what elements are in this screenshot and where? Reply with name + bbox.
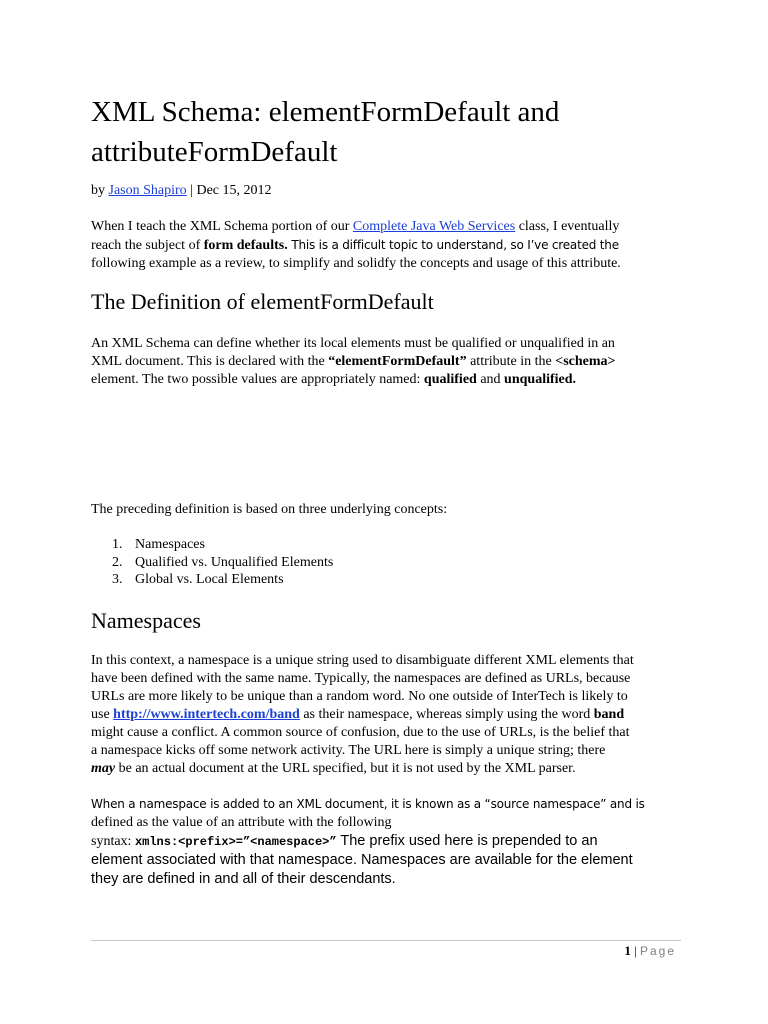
source-namespace-text: When a namespace is added to an XML document, it is known as a “source namespace” and is — [91, 797, 645, 811]
source-namespace-text: element associated with that namespace. Namespaces are available for the element — [91, 852, 633, 868]
namespaces-text: might cause a conflict. A common source of confusion, due to the use of URLs, is the belief that — [91, 725, 630, 740]
list-item — [91, 554, 333, 572]
namespace-url-link[interactable]: http://www.intertech.com/band — [113, 707, 300, 722]
list-item — [91, 536, 333, 554]
page-title — [91, 92, 559, 172]
definition-text: An XML Schema can define whether its local elements must be qualified or unqualified in an — [91, 336, 615, 351]
namespaces-paragraph — [91, 652, 634, 778]
namespaces-text: In this context, a namespace is a unique string used to disambiguate different XML elements that — [91, 653, 634, 668]
list-label: Qualified vs. Unqualified Elements — [135, 554, 334, 570]
syntax-code: xmlns:<prefix>=”<namespace>” — [134, 835, 337, 849]
course-link[interactable]: Complete Java Web Services — [352, 219, 516, 234]
intro-text: reach the subject of — [91, 238, 204, 253]
namespaces-text: use — [91, 707, 114, 722]
definition-text: attribute in the — [466, 354, 556, 369]
page-number: 1 — [624, 943, 631, 958]
definition-bold: “elementFormDefault” — [328, 354, 467, 369]
namespaces-text: a namespace kicks off some network activity. The URL here is simply a unique string; there — [91, 743, 606, 758]
intro-text: class, I eventually — [515, 219, 620, 234]
definition-bold: qualified — [423, 372, 477, 387]
definition-bold: <schema> — [555, 354, 616, 369]
list-label: Namespaces — [135, 537, 205, 552]
list-label: Global vs. Local Elements — [135, 572, 284, 587]
title-line-1: XML Schema: elementFormDefault and — [91, 96, 560, 128]
source-namespace-text: The prefix used here is prepended to an — [336, 833, 598, 849]
namespaces-text: as their namespace, whereas simply using the word — [299, 707, 594, 722]
namespaces-text: have been defined with the same name. Typically, the namespaces are defined as URLs, because — [91, 671, 631, 686]
title-line-2: attributeFormDefault — [91, 136, 338, 168]
heading-namespaces: Namespaces — [91, 608, 201, 633]
footer-page-label: Page — [639, 944, 676, 958]
namespaces-bold: band — [593, 707, 625, 722]
list-item — [91, 571, 333, 589]
source-namespace-text: defined as the value of an attribute with the following — [91, 815, 392, 830]
intro-text: When I teach the XML Schema portion of our — [91, 219, 353, 234]
source-namespace-text: syntax: — [91, 834, 135, 849]
namespaces-text: URLs are more likely to be unique than a random word. No one outside of InterTech is likely to — [91, 689, 628, 704]
definition-text: and — [476, 372, 505, 387]
source-namespace-text: they are defined in and all of their descendants. — [91, 871, 396, 887]
intro-paragraph — [91, 218, 621, 273]
list-number: 2. — [112, 554, 123, 570]
namespaces-bold-italic: may — [91, 761, 116, 776]
concepts-list — [91, 536, 333, 589]
list-number: 1. — [112, 537, 123, 552]
definition-bold: unqualified. — [504, 372, 577, 387]
footer-separator: | — [630, 943, 640, 958]
definition-text: element. The two possible values are appropriately named: — [91, 372, 424, 387]
heading-definition: The Definition of elementFormDefault — [91, 289, 434, 314]
byline-by: by — [91, 183, 109, 198]
footer-divider — [91, 940, 681, 941]
author-link[interactable]: Jason Shapiro — [108, 183, 187, 198]
list-number: 3. — [112, 572, 123, 587]
intro-text: This is a difficult topic to understand, so I’ve created the — [287, 238, 619, 252]
page-footer — [624, 943, 676, 959]
preceding-paragraph: The preceding definition is based on three underlying concepts: — [91, 502, 448, 517]
source-namespace-paragraph — [91, 795, 645, 889]
intro-bold: form defaults. — [203, 238, 288, 253]
byline — [91, 182, 272, 200]
intro-text: following example as a review, to simplify and solidfy the concepts and usage of this attribute. — [91, 256, 621, 271]
byline-date: | Dec 15, 2012 — [186, 183, 272, 198]
namespaces-text: be an actual document at the URL specified, but it is not used by the XML parser. — [115, 761, 576, 776]
definition-text: XML document. This is declared with the — [91, 354, 329, 369]
definition-paragraph — [91, 335, 616, 389]
